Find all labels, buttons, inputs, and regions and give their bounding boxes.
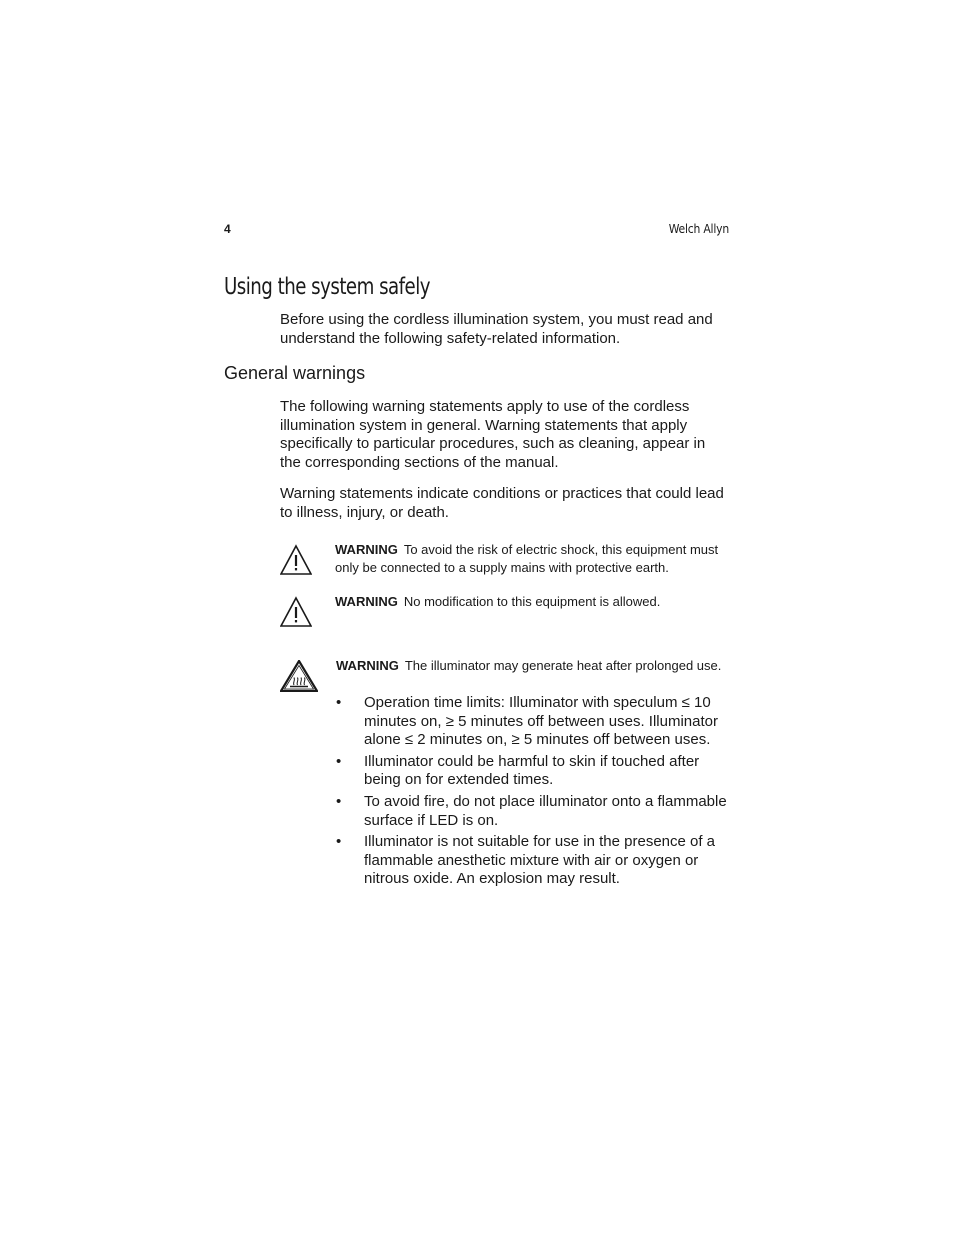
bullet-icon: •: [336, 792, 342, 810]
section-title: Using the system safely: [224, 274, 431, 300]
list-item: [336, 753, 731, 790]
list-item: [336, 694, 731, 750]
subsection-title: General warnings: [224, 363, 366, 383]
warning-statement-heat: [336, 657, 731, 675]
list-item-text: Illuminator is not suitable for use in the presence of a flammable anesthetic mixture with air or oxygen or nitrous oxide. An explosion may result.: [364, 833, 716, 888]
warning-statement-electric-shock: [335, 541, 730, 576]
list-item: [336, 833, 731, 889]
warning-keyword: WARNING: [335, 594, 398, 609]
heat-warning-bullet-list: [336, 694, 731, 892]
page-number: 4: [224, 222, 231, 236]
list-item: [336, 793, 731, 830]
list-item-text: Illuminator could be harmful to skin if touched after being on for extended times.: [364, 752, 700, 789]
bullet-icon: •: [336, 833, 342, 851]
warning-text: The illuminator may generate heat after prolonged use.: [404, 658, 722, 673]
warning-text: To avoid the risk of electric shock, this equipment must only be connected to a supply mains with protective earth.: [335, 542, 719, 575]
hot-surface-icon: [280, 660, 312, 692]
bullet-icon: •: [336, 694, 342, 711]
warning-keyword: WARNING: [336, 658, 399, 673]
warning-text: No modification to this equipment is allowed.: [403, 594, 661, 609]
warning-statements-paragraph: Warning statements indicate conditions or practices that could lead to illness, injury, or death.: [280, 485, 724, 521]
list-item-text: Operation time limits: Illuminator with speculum ≤ 10 minutes on, ≥ 5 minutes off between uses. Illuminator alone ≤ 2 minutes on, ≥ 5 minutes off between uses.: [364, 694, 718, 749]
bullet-icon: •: [336, 752, 342, 770]
general-warnings-paragraph: The following warning statements apply to use of the cordless illumination system in general. Warning statements that apply specifically to particular procedures, such as cleaning, appear in the corresponding sections of the manual.: [280, 398, 706, 471]
intro-paragraph: Before using the cordless illumination system, you must read and understand the following safety-related information.: [280, 311, 713, 347]
warning-keyword: WARNING: [335, 542, 398, 557]
warning-triangle-icon: [280, 596, 312, 628]
running-header: Welch Allyn: [668, 222, 729, 236]
warning-triangle-icon: [280, 544, 312, 576]
list-item-text: To avoid fire, do not place illuminator onto a flammable surface if LED is on.: [364, 792, 727, 829]
warning-statement-modification: [335, 593, 730, 611]
